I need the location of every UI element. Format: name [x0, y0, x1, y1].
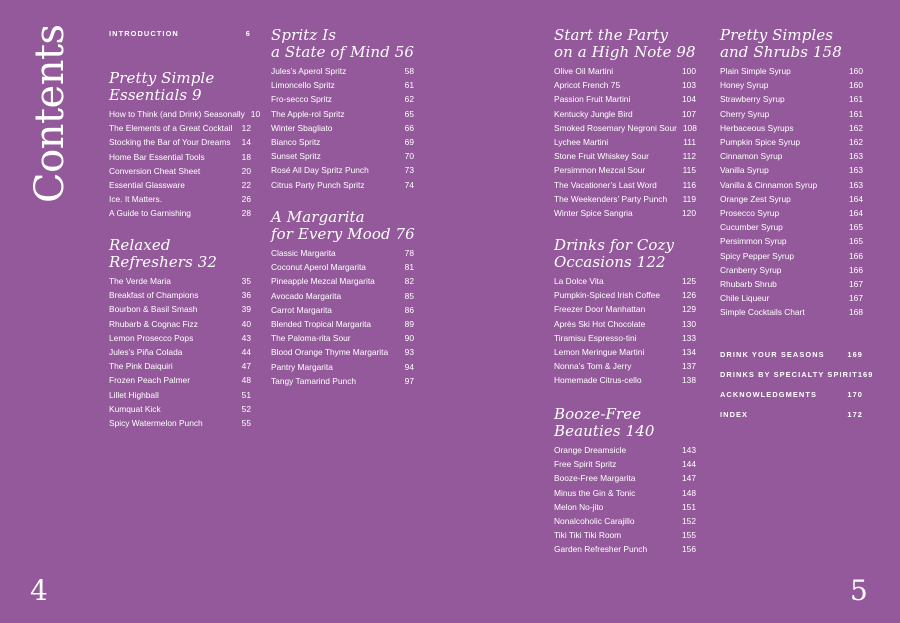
section-margarita: [271, 209, 414, 388]
back-matter-entry[interactable]: ACKNOWLEDGMENTS 170: [720, 390, 863, 399]
toc-entry[interactable]: [271, 345, 414, 359]
section-heading[interactable]: Start the Party on a High Note 98: [554, 26, 696, 61]
entry-title: Orange Zest Syrup: [720, 193, 791, 204]
toc-entry[interactable]: [271, 331, 414, 345]
entry-page: 43: [241, 332, 251, 343]
entry-page: 47: [241, 361, 251, 372]
toc-entry[interactable]: [720, 163, 863, 177]
toc-entry[interactable]: [720, 78, 863, 92]
section-heading[interactable]: Spritz Is a State of Mind 56: [271, 26, 415, 61]
entry-page: 58: [404, 66, 414, 76]
entry-page: 100: [682, 66, 696, 76]
entry-title: How to Think (and Drink) Seasonally: [109, 109, 245, 119]
toc-entry[interactable]: [554, 317, 696, 331]
entry-title: Tiki Tiki Tiki Room: [554, 530, 622, 541]
column-4: [720, 26, 874, 427]
entry-page: 48: [241, 375, 251, 386]
entry-page: 168: [849, 307, 863, 318]
toc-entry[interactable]: [109, 274, 251, 288]
toc-entry[interactable]: [109, 150, 251, 164]
toc-entry[interactable]: [271, 274, 414, 288]
toc-entry[interactable]: [109, 178, 251, 192]
introduction-page: 6: [245, 29, 251, 38]
contents-title-text: Contents: [27, 24, 73, 203]
entry-title: Jules’s Piña Colada: [109, 347, 183, 358]
entry-title: The Paloma-rita Sour: [271, 333, 351, 344]
toc-entry[interactable]: [720, 206, 863, 220]
entry-title: Apricot French 75: [554, 80, 621, 91]
entry-title: La Dolce Vita: [554, 276, 604, 286]
entry-page: 82: [404, 276, 414, 287]
entry-page: 161: [849, 94, 863, 105]
entry-title: Pumpkin Spice Syrup: [720, 137, 801, 148]
toc-entry[interactable]: [554, 135, 696, 149]
entry-title: Home Bar Essential Tools: [109, 151, 205, 162]
toc-entry[interactable]: [554, 121, 696, 135]
toc-entry[interactable]: [109, 373, 251, 387]
section-items: [109, 274, 251, 430]
toc-entry[interactable]: [554, 274, 696, 288]
introduction-label: INTRODUCTION: [109, 29, 179, 38]
toc-entry[interactable]: [720, 234, 863, 248]
toc-entry[interactable]: [109, 206, 251, 220]
entry-page: 35: [241, 276, 251, 286]
entry-title: Freezer Door Manhattan: [554, 304, 646, 315]
entry-title: Limoncello Spritz: [271, 80, 335, 91]
toc-entry[interactable]: [109, 402, 251, 416]
entry-page: 51: [241, 389, 251, 400]
toc-entry[interactable]: [554, 149, 696, 163]
entry-page: 70: [404, 151, 414, 162]
section-heading[interactable]: A Margarita for Every Mood 76: [271, 208, 415, 243]
toc-entry[interactable]: [109, 388, 251, 402]
entry-page: 93: [404, 347, 414, 358]
column-2: [271, 27, 414, 407]
entry-page: 148: [682, 487, 696, 498]
entry-page: 69: [404, 137, 414, 148]
entry-title: Lemon Meringue Martini: [554, 347, 645, 358]
contents-title: [26, 24, 74, 203]
toc-entry[interactable]: [554, 178, 696, 192]
section-start-the-party: [554, 27, 696, 220]
entry-page: 143: [682, 445, 696, 455]
toc-entry[interactable]: [554, 373, 696, 387]
section-booze-free-beauties: [554, 406, 696, 557]
entry-page: 39: [241, 304, 251, 315]
entry-title: Tangy Tamarind Punch: [271, 375, 357, 386]
toc-entry[interactable]: [271, 317, 414, 331]
section-heading[interactable]: Booze-Free Beauties 140: [554, 405, 655, 440]
entry-title: Winter Spice Sangria: [554, 208, 633, 219]
entry-title: Carrot Margarita: [271, 304, 332, 315]
entry-title: Chile Liqueur: [720, 293, 770, 304]
entry-page: 94: [404, 361, 414, 372]
toc-entry[interactable]: [271, 178, 414, 192]
entry-title: Vanilla Syrup: [720, 165, 769, 176]
column-1: [109, 28, 261, 448]
entry-page: 166: [849, 250, 863, 261]
section-items: [554, 443, 696, 557]
entry-page: 161: [849, 108, 863, 119]
entry-title: Cinnamon Syrup: [720, 151, 783, 162]
entry-title: Frozen Peach Palmer: [109, 375, 190, 386]
entry-title: Pineapple Mezcal Margarita: [271, 276, 375, 287]
entry-page: 112: [682, 151, 696, 162]
left-page-number: 4: [30, 574, 48, 607]
toc-entry[interactable]: [109, 331, 251, 345]
toc-entry[interactable]: [271, 64, 414, 78]
entry-title: Passion Fruit Martini: [554, 94, 631, 105]
entry-title: Minus the Gin & Tonic: [554, 487, 636, 498]
toc-entry[interactable]: [554, 78, 696, 92]
toc-entry[interactable]: [720, 305, 863, 319]
entry-title: Breakfast of Champions: [109, 290, 199, 301]
entry-page: 74: [404, 179, 414, 190]
toc-entry[interactable]: [554, 471, 696, 485]
toc-entry[interactable]: [109, 359, 251, 373]
toc-entry[interactable]: [109, 288, 251, 302]
entry-page: 134: [682, 347, 696, 358]
entry-title: Melon No-jito: [554, 501, 604, 512]
section-items: [720, 64, 863, 320]
entry-page: 160: [849, 66, 863, 76]
entry-title: Cranberry Syrup: [720, 264, 782, 275]
toc-entry[interactable]: [109, 164, 251, 178]
entry-title: Stone Fruit Whiskey Sour: [554, 151, 649, 162]
entry-title: Sunset Spritz: [271, 151, 321, 162]
toc-entry[interactable]: [271, 260, 414, 274]
toc-entry[interactable]: [554, 345, 696, 359]
entry-page: 26: [241, 194, 251, 205]
back-matter-entry[interactable]: INDEX 172: [720, 410, 863, 419]
entry-page: 52: [241, 403, 251, 414]
entry-page: 129: [682, 304, 696, 315]
toc-entry[interactable]: [554, 107, 696, 121]
entry-title: Spicy Pepper Syrup: [720, 250, 795, 261]
toc-entry[interactable]: [554, 528, 696, 542]
toc-entry[interactable]: [720, 121, 863, 135]
toc-entry[interactable]: [554, 359, 696, 373]
right-page-number: 5: [850, 574, 868, 607]
entry-page: 62: [404, 94, 414, 105]
entry-page: 156: [682, 544, 696, 555]
entry-title: Orange Dreamsicle: [554, 445, 627, 455]
entry-title: Honey Syrup: [720, 80, 769, 91]
entry-page: 22: [241, 180, 251, 191]
entry-page: 126: [682, 290, 696, 301]
column-3: [554, 27, 696, 562]
entry-title: Vanilla & Cinnamon Syrup: [720, 179, 818, 190]
toc-entry[interactable]: [554, 542, 696, 556]
back-matter-list: [720, 350, 874, 420]
toc-entry[interactable]: [271, 289, 414, 303]
entry-page: 151: [682, 501, 696, 512]
entry-title: Cherry Syrup: [720, 108, 770, 119]
entry-title: Rosé All Day Spritz Punch: [271, 165, 369, 176]
entry-page: 103: [682, 80, 696, 91]
entry-title: Pantry Margarita: [271, 361, 333, 372]
toc-entry[interactable]: [271, 360, 414, 374]
entry-title: Avocado Margarita: [271, 290, 342, 301]
entry-title: The Elements of a Great Cocktail: [109, 123, 233, 134]
entry-page: 147: [682, 473, 696, 484]
entry-page: 40: [241, 318, 251, 329]
entry-title: Rhubarb & Cognac Fizz: [109, 318, 198, 329]
entry-page: 167: [849, 293, 863, 304]
entry-title: Bianco Spritz: [271, 137, 321, 148]
entry-page: 65: [404, 108, 414, 119]
entry-page: 164: [849, 193, 863, 204]
toc-entry[interactable]: [109, 302, 251, 316]
entry-title: Lemon Prosecco Pops: [109, 332, 194, 343]
toc-entry[interactable]: [720, 178, 863, 192]
entry-page: 85: [404, 290, 414, 301]
entry-title: Homemade Citrus-cello: [554, 375, 642, 386]
entry-page: 163: [849, 165, 863, 176]
entry-page: 119: [682, 193, 696, 204]
toc-entry[interactable]: [271, 107, 414, 121]
entry-page: 133: [682, 332, 696, 343]
toc-entry[interactable]: [554, 443, 696, 457]
entry-title: Winter Sbagliato: [271, 122, 333, 133]
entry-page: 90: [404, 333, 414, 344]
entry-page: 138: [682, 375, 696, 386]
section-heading[interactable]: Pretty Simples and Shrubs 158: [720, 26, 842, 61]
entry-page: 89: [404, 319, 414, 330]
section-items: [554, 64, 696, 220]
entry-page: 61: [404, 80, 414, 91]
toc-entry[interactable]: [554, 192, 696, 206]
entry-title: Fro-secco Spritz: [271, 94, 332, 105]
toc-entry[interactable]: [554, 486, 696, 500]
entry-title: Persimmon Syrup: [720, 236, 787, 247]
section-drinks-for-cozy-occasions: [554, 237, 696, 388]
entry-page: 111: [683, 137, 696, 148]
entry-page: 73: [404, 165, 414, 176]
toc-entry[interactable]: [271, 303, 414, 317]
entry-title: Lillet Highball: [109, 389, 159, 400]
section-heading[interactable]: Drinks for Cozy Occasions 122: [554, 236, 675, 271]
toc-entry[interactable]: [720, 263, 863, 277]
entry-page: 44: [241, 347, 251, 358]
entry-title: Cucumber Syrup: [720, 222, 783, 233]
entry-title: Persimmon Mezcal Sour: [554, 165, 646, 176]
entry-title: Conversion Cheat Sheet: [109, 165, 201, 176]
section-heading[interactable]: Pretty Simple Essentials 9: [109, 69, 215, 104]
entry-page: 18: [241, 151, 251, 162]
entry-page: 104: [682, 94, 696, 105]
section-pretty-simple-essentials: [109, 69, 261, 221]
toc-entry[interactable]: [720, 291, 863, 305]
entry-page: 116: [682, 179, 696, 190]
entry-title: Citrus Party Punch Spritz: [271, 179, 365, 190]
entry-page: 167: [849, 279, 863, 290]
section-items: [109, 107, 261, 221]
toc-entry[interactable]: [720, 277, 863, 291]
entry-title: Jules’s Aperol Spritz: [271, 66, 347, 76]
toc-entry[interactable]: [271, 149, 414, 163]
toc-entry[interactable]: [271, 92, 414, 106]
entry-page: 10: [250, 109, 261, 119]
entry-page: 12: [241, 123, 251, 134]
toc-entry[interactable]: [109, 192, 251, 206]
entry-title: Nonna’s Tom & Jerry: [554, 361, 632, 372]
entry-page: 120: [682, 208, 696, 219]
toc-entry[interactable]: [554, 206, 696, 220]
entry-page: 162: [849, 137, 863, 148]
entry-title: Classic Margarita: [271, 248, 336, 258]
entry-title: The Vacationer’s Last Word: [554, 179, 657, 190]
entry-title: The Apple-rol Spritz: [271, 108, 345, 119]
entry-page: 163: [849, 179, 863, 190]
toc-entry[interactable]: [554, 457, 696, 471]
toc-entry[interactable]: [554, 288, 696, 302]
entry-title: Rhubarb Shrub: [720, 279, 777, 290]
entry-page: 66: [404, 122, 414, 133]
entry-page: 125: [682, 276, 696, 286]
entry-title: Stocking the Bar of Your Dreams: [109, 137, 231, 148]
toc-entry[interactable]: [109, 107, 261, 121]
entry-page: 166: [849, 264, 863, 275]
entry-page: 55: [241, 418, 251, 429]
entry-title: Ice. It Matters.: [109, 194, 163, 205]
entry-title: Bourbon & Basil Smash: [109, 304, 198, 315]
toc-entry[interactable]: [109, 121, 251, 135]
entry-title: Essential Glassware: [109, 180, 185, 191]
entry-page: 164: [849, 208, 863, 219]
entry-title: Lychee Martini: [554, 137, 609, 148]
toc-entry[interactable]: [720, 107, 863, 121]
entry-title: Smoked Rosemary Negroni Sour: [554, 122, 677, 133]
section-pretty-simples-and-shrubs: [720, 27, 863, 320]
section-items: [554, 274, 696, 388]
entry-page: 130: [682, 318, 696, 329]
entry-page: 155: [682, 530, 696, 541]
toc-entry[interactable]: [554, 163, 696, 177]
entry-title: Herbaceous Syrups: [720, 122, 794, 133]
toc-entry[interactable]: [720, 149, 863, 163]
entry-page: 160: [849, 80, 863, 91]
toc-entry[interactable]: [720, 92, 863, 106]
toc-entry[interactable]: [554, 500, 696, 514]
entry-page: 165: [849, 236, 863, 247]
back-matter-entry[interactable]: DRINKS BY SPECIALTY SPIRIT 169: [720, 370, 874, 379]
entry-page: 107: [682, 108, 696, 119]
entry-title: Olive Oil Martini: [554, 66, 614, 76]
entry-page: 14: [241, 137, 251, 148]
section-items: [271, 64, 414, 192]
toc-entry[interactable]: [109, 317, 251, 331]
entry-page: 36: [241, 290, 251, 301]
section-spritz: [271, 27, 414, 192]
toc-entry[interactable]: [720, 249, 863, 263]
entry-title: Free Spirit Spritz: [554, 459, 617, 470]
section-heading[interactable]: Relaxed Refreshers 32: [109, 236, 218, 271]
toc-entry[interactable]: [271, 135, 414, 149]
entry-title: Après Ski Hot Chocolate: [554, 318, 646, 329]
entry-title: Plain Simple Syrup: [720, 66, 791, 76]
entry-page: 152: [682, 516, 696, 527]
entry-title: Kentucky Jungle Bird: [554, 108, 633, 119]
toc-entry[interactable]: [554, 302, 696, 316]
introduction-entry[interactable]: [109, 29, 251, 39]
entry-page: 137: [682, 361, 696, 372]
toc-entry[interactable]: [554, 514, 696, 528]
toc-entry[interactable]: [720, 220, 863, 234]
entry-title: The Verde Maria: [109, 276, 171, 286]
entry-title: The Pink Daiquiri: [109, 361, 173, 372]
entry-title: Prosecco Syrup: [720, 208, 780, 219]
toc-entry[interactable]: [554, 331, 696, 345]
toc-entry[interactable]: [271, 121, 414, 135]
entry-title: Nonalcoholic Carajillo: [554, 516, 635, 527]
entry-page: 163: [849, 151, 863, 162]
toc-entry[interactable]: [554, 64, 696, 78]
entry-page: 144: [682, 459, 696, 470]
entry-title: Blended Tropical Margarita: [271, 319, 372, 330]
entry-page: 78: [404, 248, 414, 258]
entry-title: Simple Cocktails Chart: [720, 307, 805, 318]
toc-entry[interactable]: [554, 92, 696, 106]
section-relaxed-refreshers: [109, 237, 251, 430]
entry-page: 28: [241, 208, 251, 219]
entry-page: 81: [404, 262, 414, 273]
entry-page: 20: [241, 165, 251, 176]
toc-entry[interactable]: [109, 135, 251, 149]
section-items: [271, 246, 414, 388]
entry-title: Spicy Watermelon Punch: [109, 418, 203, 429]
toc-entry[interactable]: [720, 135, 863, 149]
entry-page: 165: [849, 222, 863, 233]
toc-entry[interactable]: [109, 345, 251, 359]
entry-title: Coconut Aperol Margarita: [271, 262, 366, 273]
toc-entry[interactable]: [271, 374, 414, 388]
toc-entry[interactable]: [720, 64, 863, 78]
toc-entry[interactable]: [271, 163, 414, 177]
entry-title: Tiramisu Espresso-tini: [554, 332, 637, 343]
entry-title: Garden Refresher Punch: [554, 544, 648, 555]
toc-entry[interactable]: [271, 78, 414, 92]
entry-title: The Weekenders’ Party Punch: [554, 193, 668, 204]
entry-page: 86: [404, 304, 414, 315]
entry-title: Kumquat Kick: [109, 403, 161, 414]
toc-entry[interactable]: [109, 416, 251, 430]
entry-title: A Guide to Garnishing: [109, 208, 191, 219]
toc-entry[interactable]: [720, 192, 863, 206]
entry-page: 108: [682, 122, 697, 133]
entry-page: 162: [849, 122, 863, 133]
entry-title: Pumpkin-Spiced Irish Coffee: [554, 290, 660, 301]
entry-page: 115: [682, 165, 696, 176]
back-matter-entry[interactable]: DRINK YOUR SEASONS 169: [720, 350, 863, 359]
entry-title: Blood Orange Thyme Margarita: [271, 347, 389, 358]
entry-title: Strawberry Syrup: [720, 94, 785, 105]
toc-entry[interactable]: [271, 246, 414, 260]
entry-page: 97: [404, 375, 414, 386]
entry-title: Booze-Free Margarita: [554, 473, 636, 484]
